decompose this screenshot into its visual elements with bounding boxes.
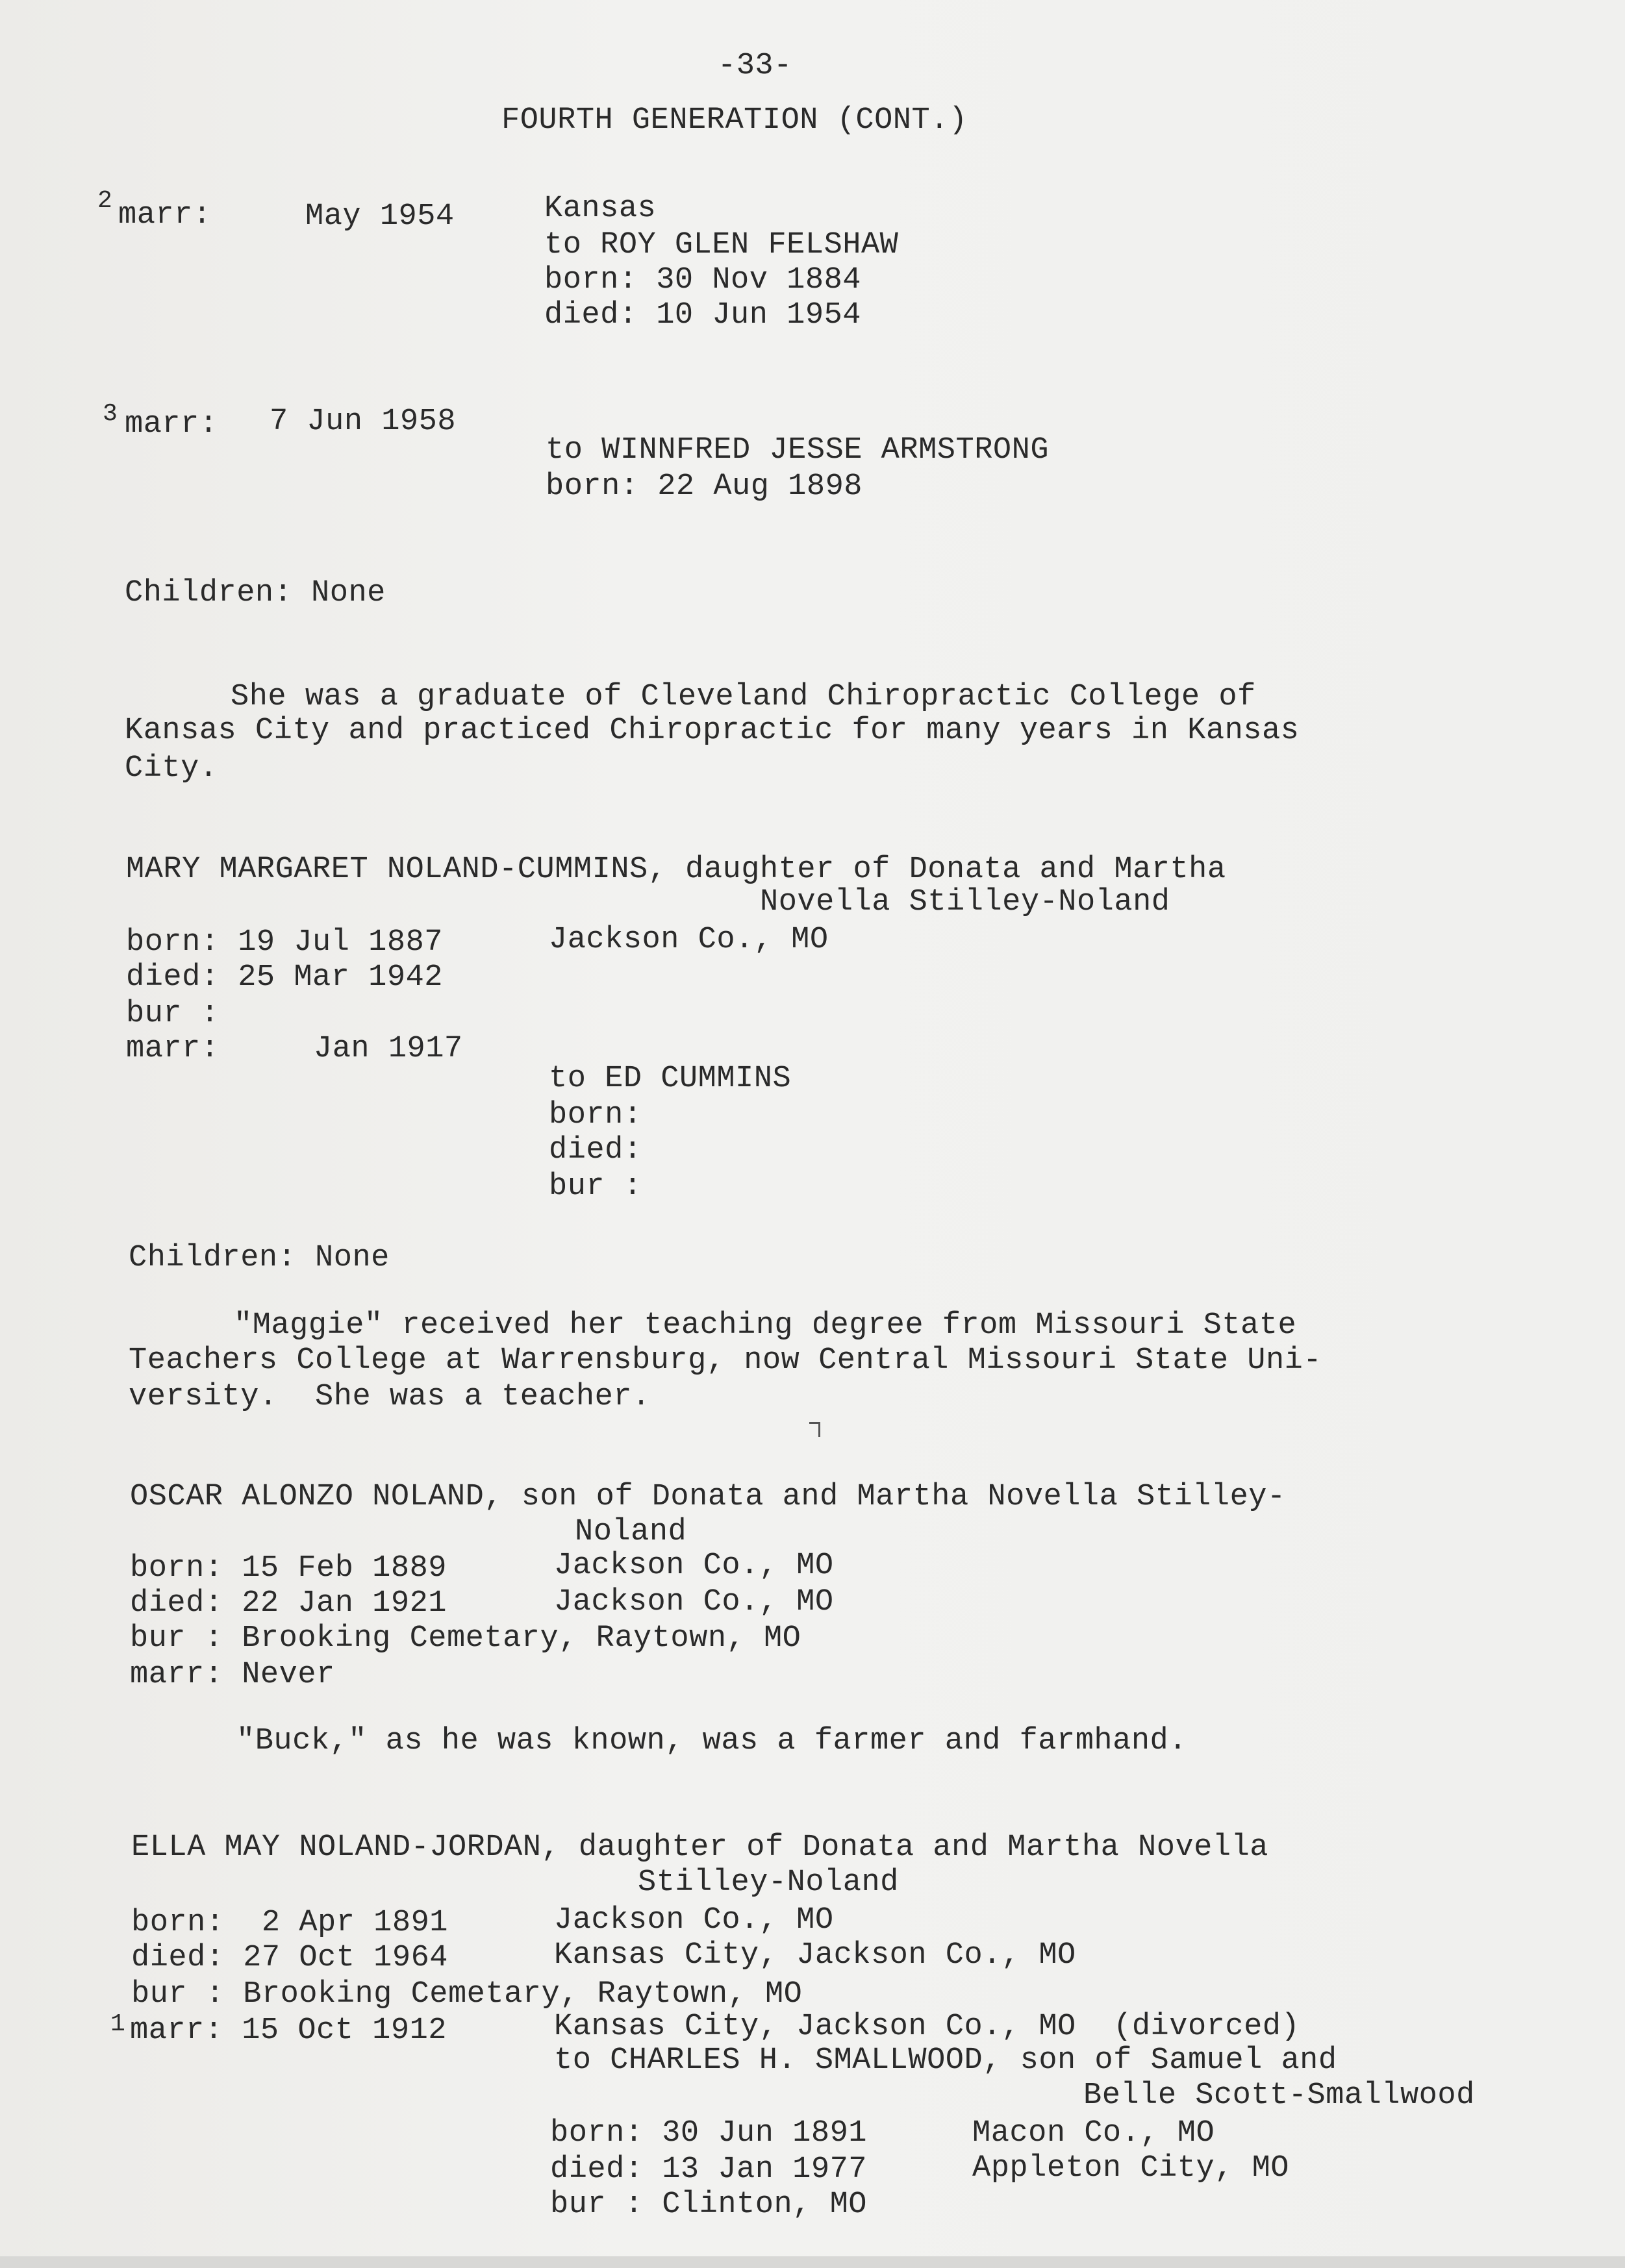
oscar-name-line: OSCAR ALONZO NOLAND, son of Donata and Martha Novella Stilley-: [130, 1480, 1286, 1514]
mary-para-line1: "Maggie" received her teaching degree from Missouri State: [234, 1308, 1297, 1343]
mary-spouse-died: died:: [549, 1133, 642, 1167]
ella-died: died: 27 Oct 1964: [131, 1941, 448, 1975]
mary-born: born: 19 Jul 1887: [126, 925, 443, 960]
ella-marr-place: Kansas City, Jackson Co., MO (divorced): [554, 2010, 1300, 2044]
mary-name-line2: Novella Stilley-Noland: [760, 885, 1170, 919]
ella-died-place: Kansas City, Jackson Co., MO: [554, 1938, 1076, 1973]
ella-name-line2: Stilley-Noland: [638, 1865, 899, 1900]
mary-marr-date: Jan 1917: [314, 1032, 463, 1066]
mary-bur: bur :: [126, 997, 220, 1031]
ella-marr: marr: 15 Oct 1912: [130, 2013, 447, 2048]
ella-spouse-line2: Belle Scott-Smallwood: [1083, 2078, 1475, 2113]
mary-marr-label: marr:: [126, 1032, 220, 1066]
marr2-spouse: to ROY GLEN FELSHAW: [544, 228, 899, 262]
ella-spouse-died-place: Appleton City, MO: [972, 2151, 1289, 2186]
ella-spouse-born-place: Macon Co., MO: [972, 2116, 1215, 2150]
marr3-superscript: 3: [103, 400, 118, 428]
ella-spouse-bur: bur : Clinton, MO: [550, 2187, 867, 2222]
ella-spouse-died: died: 13 Jan 1977: [550, 2152, 867, 2187]
oscar-marr: marr: Never: [130, 1658, 335, 1692]
mary-born-place: Jackson Co., MO: [549, 923, 829, 957]
mary-children: Children: None: [129, 1241, 390, 1275]
oscar-born: born: 15 Feb 1889: [130, 1551, 447, 1586]
ella-born-place: Jackson Co., MO: [554, 1903, 834, 1938]
page-heading: FOURTH GENERATION (CONT.): [501, 103, 968, 138]
oscar-para: "Buck," as he was known, was a farmer and farmhand.: [236, 1724, 1187, 1758]
marr3-spouse: to WINNFRED JESSE ARMSTRONG: [546, 433, 1050, 467]
scan-bottom-edge: [0, 2256, 1625, 2268]
ella-born: born: 2 Apr 1891: [131, 1906, 448, 1940]
para1-line2: Kansas City and practiced Chiropractic for many years in Kansas: [125, 714, 1300, 748]
oscar-bur: bur : Brooking Cemetary, Raytown, MO: [130, 1621, 801, 1656]
oscar-died-place: Jackson Co., MO: [554, 1585, 834, 1619]
ella-spouse-born: born: 30 Jun 1891: [550, 2116, 867, 2150]
oscar-born-place: Jackson Co., MO: [554, 1549, 834, 1583]
ella-marr-superscript: 1: [110, 2010, 125, 2038]
ella-name-line: ELLA MAY NOLAND-JORDAN, daughter of Donata and Martha Novella: [131, 1830, 1268, 1865]
mary-para-line3: versity. She was a teacher.: [129, 1380, 651, 1414]
marr3-label: marr:: [125, 407, 218, 442]
marr2-place: Kansas: [544, 192, 657, 226]
marr3-spouse-born: born: 22 Aug 1898: [546, 469, 863, 504]
ella-bur: bur : Brooking Cemetary, Raytown, MO: [131, 1977, 803, 2012]
mary-died: died: 25 Mar 1942: [126, 960, 443, 995]
marr2-date: May 1954: [305, 199, 455, 234]
mary-name-line: MARY MARGARET NOLAND-CUMMINS, daughter of Donata and Martha: [126, 853, 1226, 887]
marr2-spouse-died: died: 10 Jun 1954: [544, 298, 861, 332]
para1-line3: City.: [125, 751, 218, 786]
stray-pen-mark: [809, 1422, 820, 1437]
mary-spouse-bur: bur :: [549, 1169, 642, 1204]
marr2-spouse-born: born: 30 Nov 1884: [544, 263, 861, 297]
marr2-label: marr:: [118, 198, 212, 232]
para1-line1: She was a graduate of Cleveland Chiropractic College of: [231, 680, 1256, 714]
page-number: -33-: [718, 49, 792, 83]
mary-spouse-born: born:: [549, 1098, 642, 1132]
marr3-date: 7 Jun 1958: [270, 405, 457, 439]
children-none-1: Children: None: [125, 576, 386, 610]
oscar-died: died: 22 Jan 1921: [130, 1586, 447, 1621]
ella-spouse: to CHARLES H. SMALLWOOD, son of Samuel and: [554, 2043, 1337, 2078]
mary-para-line2: Teachers College at Warrensburg, now Central Missouri State Uni-: [129, 1343, 1322, 1378]
mary-spouse: to ED CUMMINS: [549, 1062, 792, 1096]
oscar-name-line2: Noland: [575, 1515, 687, 1549]
marr2-superscript: 2: [97, 187, 112, 215]
